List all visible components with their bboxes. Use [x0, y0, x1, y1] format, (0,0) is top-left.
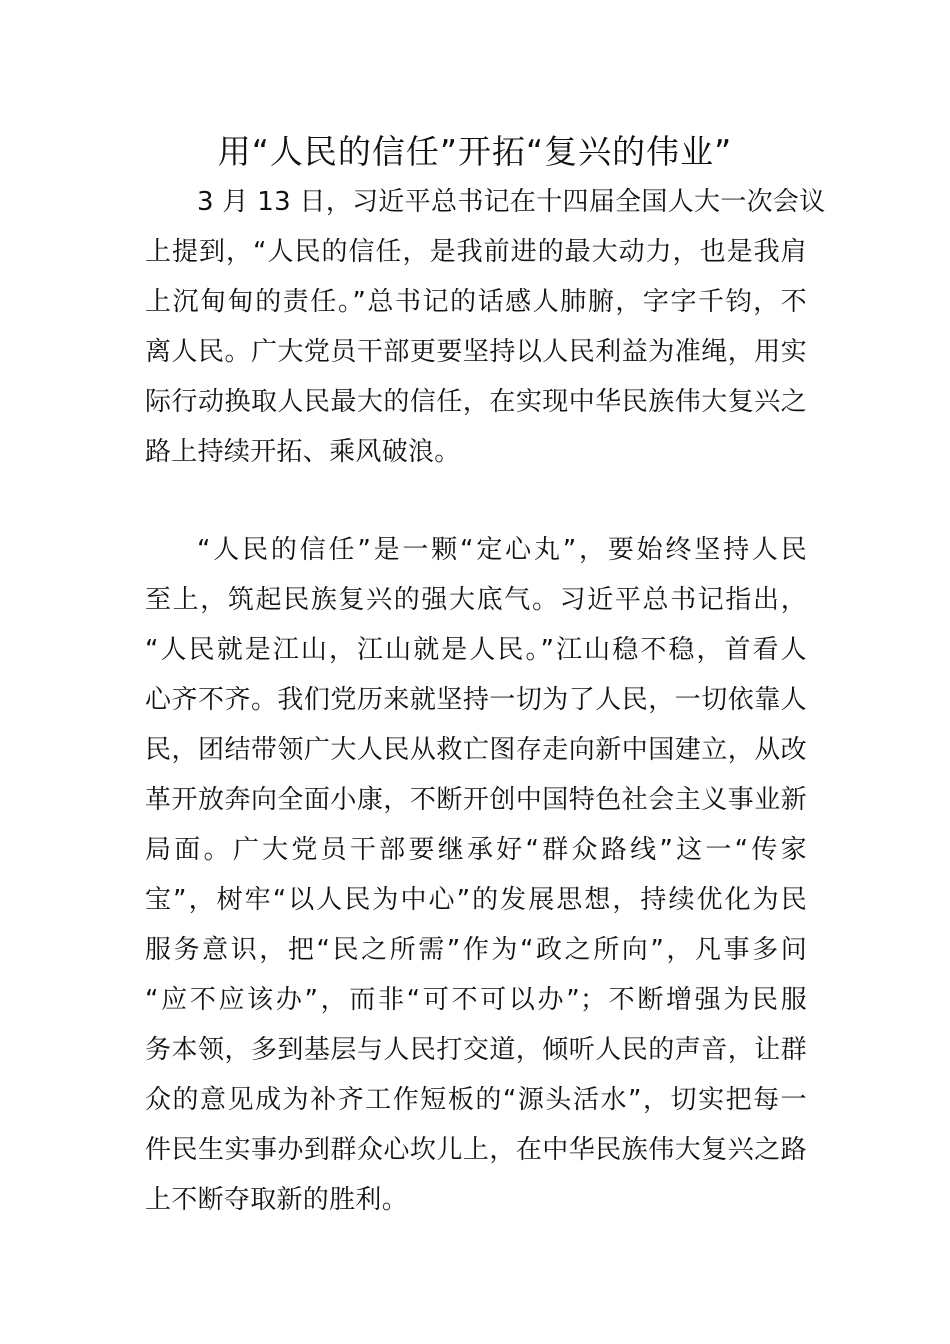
- paragraph-line: 服务意识，把“民之所需”作为“政之所向”，凡事多问: [145, 935, 807, 965]
- paragraph-line: 3 月 13 日，习近平总书记在十四届全国人大一次会议: [197, 187, 826, 217]
- paragraph-line: 局面。广大党员干部要继承好“群众路线”这一“传家: [145, 835, 807, 865]
- paragraph-line: 件民生实事办到群众心坎儿上，在中华民族伟大复兴之路: [145, 1135, 807, 1165]
- paragraph-line: 路上持续开拓、乘风破浪。: [145, 437, 461, 467]
- paragraph-line: 上提到，“人民的信任，是我前进的最大动力，也是我肩: [145, 237, 807, 267]
- paragraph-line: 务本领，多到基层与人民打交道，倾听人民的声音，让群: [145, 1035, 807, 1065]
- paragraph-line: 至上，筑起民族复兴的强大底气。习近平总书记指出，: [145, 585, 807, 615]
- paragraph-line: 心齐不齐。我们党历来就坚持一切为了人民，一切依靠人: [145, 685, 807, 715]
- paragraph-line: “人民就是江山，江山就是人民。”江山稳不稳，首看人: [145, 635, 807, 665]
- paragraph-2: [145, 525, 807, 1225]
- paragraph-line: 众的意见成为补齐工作短板的“源头活水”，切实把每一: [145, 1085, 807, 1115]
- paragraph-line: 际行动换取人民最大的信任，在实现中华民族伟大复兴之: [145, 387, 807, 417]
- paragraph-line: 民，团结带领广大人民从救亡图存走向新中国建立，从改: [145, 735, 807, 765]
- paragraph-line: 宝”，树牢“以人民为中心”的发展思想，持续优化为民: [145, 885, 807, 915]
- paragraph-line: “人民的信任”是一颗“定心丸”，要始终坚持人民: [197, 535, 807, 565]
- paragraph-line: 上不断夺取新的胜利。: [145, 1185, 409, 1215]
- paragraph-line: “应不应该办”，而非“可不可以办”；不断增强为民服: [145, 985, 807, 1015]
- document-title: 用“人民的信任”开拓“复兴的伟业”: [217, 132, 733, 171]
- paragraph-1: [145, 177, 826, 477]
- paragraph-line: 革开放奔向全面小康，不断开创中国特色社会主义事业新: [145, 785, 807, 815]
- paragraph-line: 离人民。广大党员干部更要坚持以人民利益为准绳，用实: [145, 337, 807, 367]
- paragraph-line: 上沉甸甸的责任。”总书记的话感人肺腑，字字千钧，不: [145, 287, 807, 317]
